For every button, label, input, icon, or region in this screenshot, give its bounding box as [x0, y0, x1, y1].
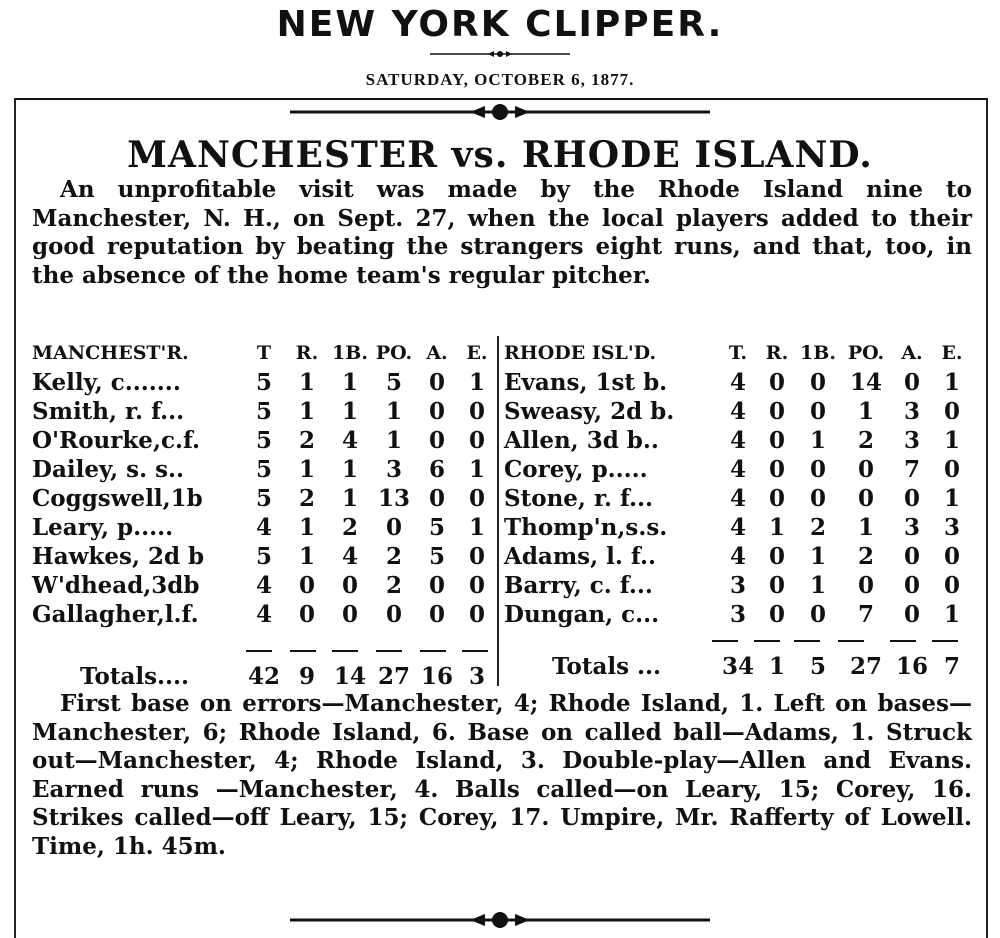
total-cell: 1 — [768, 653, 785, 680]
stat-cell: 0 — [809, 601, 826, 628]
stat-cell: 0 — [903, 543, 920, 570]
stat-cell: 1 — [385, 398, 402, 425]
dash-separator — [794, 640, 820, 642]
stat-cell: 0 — [768, 456, 785, 483]
stat-cell: 1 — [943, 485, 960, 512]
stat-cell: 0 — [943, 456, 960, 483]
dash-separator — [838, 640, 864, 642]
totals-row — [32, 662, 496, 691]
stat-cell: 0 — [809, 485, 826, 512]
stat-cell: 0 — [857, 572, 874, 599]
stat-cell: 4 — [729, 398, 746, 425]
stat-cell: 0 — [428, 427, 445, 454]
player-name: W'dhead,3db — [32, 572, 200, 599]
stat-cell: 0 — [468, 543, 485, 570]
player-name: Allen, 3d b.. — [504, 427, 659, 454]
stat-cell: 0 — [943, 543, 960, 570]
masthead: NEW YORK CLIPPER. — [276, 4, 724, 45]
stat-cell: 2 — [857, 427, 874, 454]
stat-cell: 0 — [809, 398, 826, 425]
column-header: E. — [466, 342, 488, 364]
stat-cell: 0 — [768, 543, 785, 570]
player-name: Sweasy, 2d b. — [504, 398, 675, 425]
stat-cell: 5 — [255, 369, 272, 396]
stat-cell: 1 — [943, 601, 960, 628]
stat-cell: 0 — [903, 572, 920, 599]
game-summary: First base on errors—Manchester, 4; Rhode Island, 1. Left on bases—Manchester, 6; Rhode Island, 6. Base on called ball—Adams, 1. Struck out—Manchester, 4; Rhode Island, 3. Double-play—Allen and Evans. Earned runs —Manchester, 4. Balls called—on Leary, 15; Corey, 16. Strikes called—off Leary, 15; Corey, 17. Umpire, Mr. Rafferty of Lowell. Time, 1h. 45m. — [32, 690, 972, 860]
table-row — [504, 368, 972, 397]
stat-cell: 1 — [341, 456, 358, 483]
table-row — [32, 542, 496, 571]
table-row — [32, 571, 496, 600]
player-name: Corey, p..... — [504, 456, 648, 483]
stat-cell: 3 — [903, 514, 920, 541]
stat-cell: 0 — [768, 369, 785, 396]
table-row — [504, 455, 972, 484]
manchester-totals — [32, 662, 496, 691]
totals-label: Totals.... — [80, 663, 190, 690]
stat-cell: 4 — [729, 485, 746, 512]
player-name: Hawkes, 2d b — [32, 543, 205, 570]
stat-cell: 2 — [341, 514, 358, 541]
stat-cell: 2 — [298, 485, 315, 512]
stat-cell: 6 — [428, 456, 445, 483]
stat-cell: 4 — [729, 456, 746, 483]
stat-cell: 5 — [255, 543, 272, 570]
stat-cell: 0 — [468, 398, 485, 425]
stat-cell: 0 — [385, 601, 402, 628]
player-name: Dailey, s. s.. — [32, 456, 185, 483]
stat-cell: 0 — [428, 369, 445, 396]
stat-cell: 1 — [298, 369, 315, 396]
column-header: T — [256, 342, 272, 364]
stat-cell: 1 — [385, 427, 402, 454]
dash-separator — [246, 650, 272, 652]
stat-cell: 5 — [255, 398, 272, 425]
dash-separator — [290, 650, 316, 652]
total-cell: 14 — [333, 663, 366, 690]
stat-cell: 1 — [341, 398, 358, 425]
column-divider — [497, 336, 499, 686]
stat-cell: 4 — [729, 427, 746, 454]
stat-cell: 0 — [468, 427, 485, 454]
stat-cell: 4 — [729, 543, 746, 570]
dash-separator — [932, 640, 958, 642]
stat-cell: 0 — [298, 572, 315, 599]
rhode-island-box-score — [504, 338, 972, 629]
total-cell: 27 — [377, 663, 410, 690]
player-name: Kelly, c....... — [32, 369, 181, 396]
stat-cell: 4 — [255, 514, 272, 541]
manchester-box-score — [32, 338, 496, 629]
stat-cell: 1 — [298, 514, 315, 541]
column-header: T. — [728, 342, 748, 364]
stat-cell: 0 — [341, 601, 358, 628]
stat-cell: 14 — [849, 369, 882, 396]
column-header: E. — [941, 342, 963, 364]
stat-cell: 0 — [768, 398, 785, 425]
stat-cell: 0 — [468, 485, 485, 512]
stat-cell: 0 — [768, 427, 785, 454]
stat-cell: 5 — [255, 456, 272, 483]
stat-cell: 0 — [428, 485, 445, 512]
stat-cell: 4 — [341, 427, 358, 454]
stat-cell: 2 — [385, 543, 402, 570]
table-row — [32, 397, 496, 426]
table-row — [504, 484, 972, 513]
table-row — [32, 368, 496, 397]
stat-cell: 0 — [768, 601, 785, 628]
table-row — [504, 571, 972, 600]
total-cell: 27 — [849, 653, 882, 680]
stat-cell: 0 — [857, 485, 874, 512]
stat-cell: 2 — [857, 543, 874, 570]
table-row — [504, 542, 972, 571]
article-lead: An unprofitable visit was made by the Rhode Island nine to Manchester, N. H., on Sept. 27, when the local players added to their good reputation by beating the strangers eight runs, and that, too, in the absence of the home team's regular pitcher. — [32, 176, 972, 289]
dash-separator — [712, 640, 738, 642]
player-name: Gallagher,l.f. — [32, 601, 199, 628]
column-header: A. — [901, 342, 923, 364]
player-name: Smith, r. f... — [32, 398, 185, 425]
stat-cell: 3 — [903, 398, 920, 425]
stat-cell: 13 — [377, 485, 410, 512]
player-name: Evans, 1st b. — [504, 369, 668, 396]
stat-cell: 1 — [809, 572, 826, 599]
rhode-island-totals — [504, 652, 972, 681]
total-cell: 9 — [298, 663, 315, 690]
stat-cell: 2 — [385, 572, 402, 599]
dateline: SATURDAY, OCTOBER 6, 1877. — [365, 70, 635, 89]
stat-cell: 1 — [857, 514, 874, 541]
stat-cell: 1 — [468, 514, 485, 541]
stat-cell: 1 — [298, 543, 315, 570]
stat-cell: 0 — [943, 398, 960, 425]
stat-cell: 0 — [809, 456, 826, 483]
table-row — [32, 426, 496, 455]
total-cell: 16 — [895, 653, 928, 680]
totals-label: Totals ... — [552, 653, 662, 680]
total-cell: 16 — [420, 663, 453, 690]
player-name: Thomp'n,s.s. — [504, 514, 668, 541]
stat-cell: 7 — [903, 456, 920, 483]
stat-cell: 1 — [768, 514, 785, 541]
stat-cell: 1 — [341, 485, 358, 512]
stat-cell: 3 — [385, 456, 402, 483]
total-cell: 5 — [809, 653, 826, 680]
stat-cell: 0 — [903, 369, 920, 396]
top-rule — [14, 98, 986, 100]
left-column-rule — [14, 98, 16, 938]
stat-cell: 0 — [943, 572, 960, 599]
stat-cell: 1 — [943, 369, 960, 396]
table-row — [32, 455, 496, 484]
dash-separator — [420, 650, 446, 652]
stat-cell: 5 — [255, 427, 272, 454]
stat-cell: 1 — [468, 456, 485, 483]
stat-cell: 4 — [729, 514, 746, 541]
stat-cell: 4 — [255, 572, 272, 599]
stat-cell: 0 — [341, 572, 358, 599]
dash-separator — [332, 650, 358, 652]
total-cell: 3 — [468, 663, 485, 690]
column-header: PO. — [847, 342, 885, 364]
stat-cell: 1 — [857, 398, 874, 425]
player-name: Dungan, c... — [504, 601, 660, 628]
table-header-row — [32, 338, 496, 368]
table-header-row — [504, 338, 972, 368]
column-header: PO. — [375, 342, 413, 364]
stat-cell: 5 — [428, 543, 445, 570]
table-row — [32, 484, 496, 513]
total-cell: 42 — [247, 663, 280, 690]
player-name: Adams, l. f.. — [504, 543, 656, 570]
player-name: Stone, r. f... — [504, 485, 654, 512]
stat-cell: 1 — [809, 543, 826, 570]
player-name: O'Rourke,c.f. — [32, 427, 201, 454]
stat-cell: 4 — [729, 369, 746, 396]
total-cell: 34 — [721, 653, 754, 680]
dash-separator — [754, 640, 780, 642]
player-name: Leary, p..... — [32, 514, 174, 541]
table-row — [32, 600, 496, 629]
stat-cell: 0 — [903, 601, 920, 628]
stat-cell: 1 — [298, 398, 315, 425]
stat-cell: 3 — [729, 572, 746, 599]
article-title: MANCHESTER vs. RHODE ISLAND. — [127, 134, 873, 176]
stat-cell: 5 — [385, 369, 402, 396]
player-name: Barry, c. f... — [504, 572, 653, 599]
table-row — [504, 397, 972, 426]
stat-cell: 3 — [729, 601, 746, 628]
stat-cell: 1 — [468, 369, 485, 396]
masthead-ornament — [430, 48, 570, 60]
stat-cell: 0 — [903, 485, 920, 512]
table-row — [504, 426, 972, 455]
dash-separator — [376, 650, 402, 652]
table-row — [32, 513, 496, 542]
bottom-ornament — [290, 910, 710, 930]
stat-cell: 3 — [943, 514, 960, 541]
table-row — [504, 513, 972, 542]
stat-cell: 0 — [428, 572, 445, 599]
stat-cell: 4 — [255, 601, 272, 628]
stat-cell: 0 — [468, 601, 485, 628]
stat-cell: 0 — [298, 601, 315, 628]
column-header: R. — [295, 342, 319, 364]
column-header: A. — [426, 342, 448, 364]
stat-cell: 1 — [298, 456, 315, 483]
dash-separator — [462, 650, 488, 652]
stat-cell: 3 — [903, 427, 920, 454]
table-row — [504, 600, 972, 629]
stat-cell: 4 — [341, 543, 358, 570]
stat-cell: 0 — [857, 456, 874, 483]
stat-cell: 0 — [809, 369, 826, 396]
title-ornament — [290, 102, 710, 122]
stat-cell: 0 — [428, 601, 445, 628]
stat-cell: 0 — [385, 514, 402, 541]
stat-cell: 5 — [255, 485, 272, 512]
player-name: Coggswell,1b — [32, 485, 203, 512]
stat-cell: 0 — [768, 572, 785, 599]
stat-cell: 2 — [809, 514, 826, 541]
stat-cell: 7 — [857, 601, 874, 628]
column-header: 1B. — [800, 342, 836, 364]
total-cell: 7 — [943, 653, 960, 680]
column-header: RHODE ISL'D. — [504, 342, 657, 364]
totals-row — [504, 652, 972, 681]
stat-cell: 0 — [428, 398, 445, 425]
right-column-rule — [986, 98, 988, 938]
stat-cell: 1 — [809, 427, 826, 454]
column-header: R. — [765, 342, 789, 364]
stat-cell: 0 — [468, 572, 485, 599]
stat-cell: 2 — [298, 427, 315, 454]
stat-cell: 1 — [341, 369, 358, 396]
stat-cell: 0 — [768, 485, 785, 512]
column-header: MANCHEST'R. — [32, 342, 189, 364]
stat-cell: 5 — [428, 514, 445, 541]
dash-separator — [890, 640, 916, 642]
stat-cell: 1 — [943, 427, 960, 454]
column-header: 1B. — [332, 342, 368, 364]
